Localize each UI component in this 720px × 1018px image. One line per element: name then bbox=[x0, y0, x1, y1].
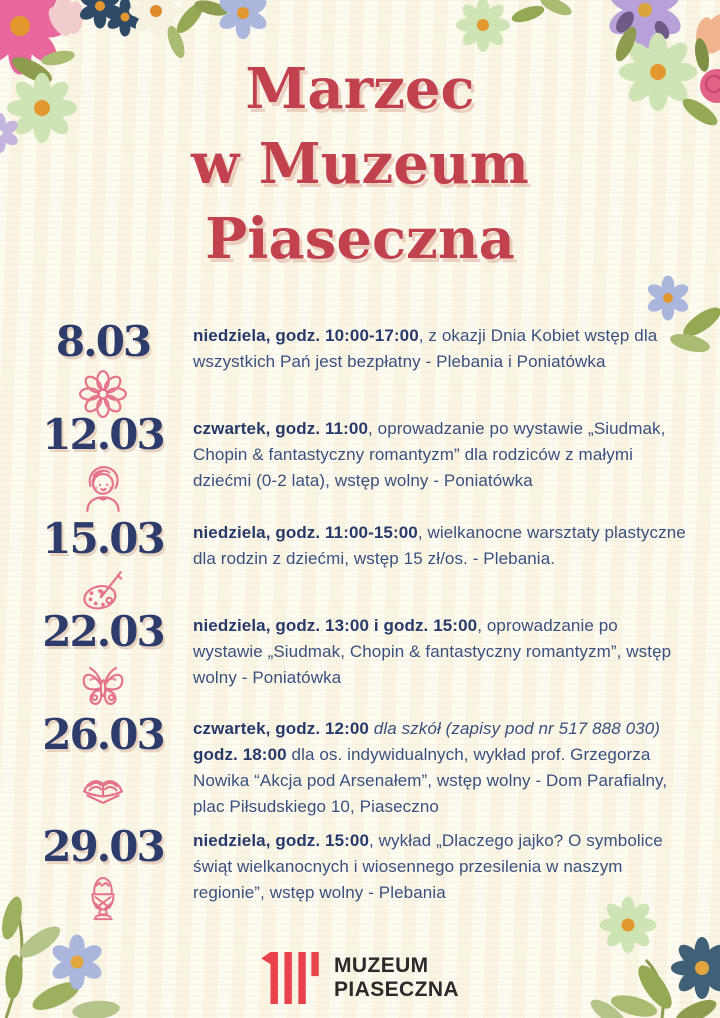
museum-logo bbox=[0, 952, 720, 1004]
event-date: 22.03 bbox=[42, 607, 164, 656]
logo-text-line1: MUZEUM bbox=[334, 954, 429, 977]
egg-cup-icon bbox=[28, 873, 178, 923]
event-date-column bbox=[28, 514, 178, 615]
event-date-column bbox=[28, 410, 178, 511]
event-date-column bbox=[28, 317, 178, 418]
event-date: 29.03 bbox=[42, 822, 164, 871]
butterfly-icon bbox=[28, 658, 178, 708]
event-date: 8.03 bbox=[55, 317, 151, 366]
logo-mark-icon bbox=[261, 952, 319, 1004]
event-description: niedziela, godz. 13:00 i godz. 15:00, oprowadzanie po wystawie „Siudmak, Chopin & fantastyczny romantyzm”, wstęp wolny - Poniatówka bbox=[193, 616, 672, 687]
logo-text bbox=[334, 954, 459, 1002]
title-line-1: Marzec bbox=[245, 56, 475, 122]
event-date-column bbox=[28, 822, 178, 923]
event-date: 26.03 bbox=[42, 710, 164, 759]
poster-title bbox=[0, 52, 720, 277]
logo-text-line2: PIASECZNA bbox=[334, 978, 459, 1001]
event-description: niedziela, godz. 11:00-15:00, wielkanocne warsztaty plastyczne dla rodzin z dziećmi, wstęp 15 zł/os. - Plebania. bbox=[193, 523, 686, 568]
event-description: czwartek, godz. 11:00, oprowadzanie po wystawie „Siudmak, Chopin & fantastyczny romantyzm” dla rodziców z małymi dziećmi (0-2 lata), wstęp wolny - Poniatówka bbox=[193, 419, 666, 490]
event-description: niedziela, godz. 10:00-17:00, z okazji Dnia Kobiet wstęp dla wszystkich Pań jest bezpłatny - Plebania i Poniatówka bbox=[193, 326, 658, 371]
event-date-column bbox=[28, 607, 178, 708]
title-line-2: w Muzeum bbox=[191, 131, 529, 197]
title-line-3: Piaseczna bbox=[205, 206, 515, 272]
event-date: 15.03 bbox=[42, 514, 164, 563]
event-description: niedziela, godz. 15:00, wykład „Dlaczego jajko? O symbolice świąt wielkanocnych i wiosennego przesilenia w naszym regionie”, wstęp wolny - Plebania bbox=[193, 831, 663, 902]
event-date-column bbox=[28, 710, 178, 811]
child-icon bbox=[28, 461, 178, 511]
open-book-icon bbox=[28, 761, 178, 811]
event-date: 12.03 bbox=[42, 410, 164, 459]
event-description: czwartek, godz. 12:00 dla szkół (zapisy pod nr 517 888 030) godz. 18:00 dla os. indywidualnych, wykład prof. Grzegorza Nowika “Akcja pod Arsenałem”, wstęp wolny - Dom Parafialny, plac Piłsudskiego 10, Piaseczno bbox=[193, 719, 668, 816]
